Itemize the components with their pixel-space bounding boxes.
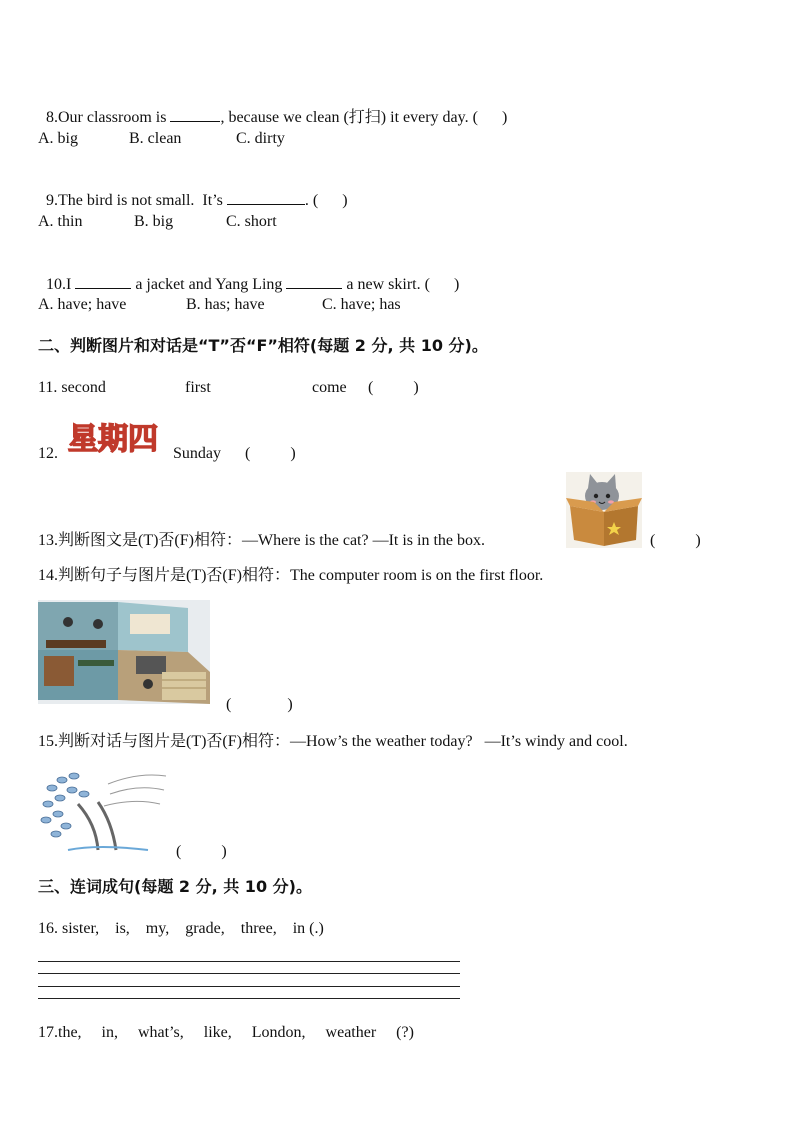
- q14-answer-paren[interactable]: ( ): [226, 696, 293, 713]
- cat-in-box-picture: [566, 472, 642, 548]
- thursday-picture: [60, 418, 166, 458]
- q11-word-3: come: [312, 379, 347, 396]
- q9-stem-start: 9.The bird is not small. It’s: [46, 192, 227, 209]
- question-10-stem: [38, 254, 459, 295]
- q9-stem-end: . ( ): [304, 192, 348, 209]
- q10-stem-start: 10.I: [46, 276, 76, 293]
- section-3-heading: 三、连词成句(每题 2 分, 共 10 分)。: [38, 877, 312, 896]
- question-9-stem: [38, 170, 348, 211]
- q11-answer-paren[interactable]: ( ): [368, 379, 419, 396]
- q9-option-a: A. thin: [38, 213, 83, 230]
- q8-answer-blank[interactable]: [170, 107, 220, 122]
- thursday-picture-text: 星期四: [68, 422, 158, 457]
- q8-option-b: B. clean: [129, 130, 182, 147]
- question-13-text: 13.判断图文是(T)否(F)相符：—Where is the cat? —It is in the box.: [38, 532, 486, 549]
- q11-word-1: 11. second: [38, 379, 106, 396]
- windy-tree-picture: [38, 764, 168, 854]
- question-14-text: 14.判断句子与图片是(T)否(F)相符：The computer room is on the first floor.: [38, 567, 544, 584]
- q10-option-a: A. have; have: [38, 296, 127, 313]
- q13-answer-paren[interactable]: ( ): [650, 532, 701, 549]
- q12-number: 12.: [38, 445, 58, 462]
- question-15-text: 15.判断对话与图片是(T)否(F)相符：—How’s the weather today? —It’s windy and cool.: [38, 733, 628, 750]
- q8-stem-end: , because we clean (打扫) it every day. ( ): [220, 109, 508, 126]
- q10-answer-blank-2[interactable]: [286, 274, 342, 289]
- question-16-text: 16. sister, is, my, grade, three, in (.): [38, 920, 324, 937]
- q8-option-a: A. big: [38, 130, 78, 147]
- q9-answer-blank[interactable]: [227, 190, 305, 205]
- q8-stem-start: 8.Our classroom is: [46, 109, 171, 126]
- q10-answer-blank-1[interactable]: [75, 274, 131, 289]
- q12-word: Sunday: [173, 445, 221, 462]
- section-2-heading: 二、判断图片和对话是“T”否“F”相符(每题 2 分, 共 10 分)。: [38, 336, 488, 355]
- q16-answer-line-4[interactable]: [38, 998, 460, 999]
- q10-option-b: B. has; have: [186, 296, 265, 313]
- q8-option-c: C. dirty: [236, 130, 285, 147]
- q16-answer-line-1[interactable]: [38, 961, 460, 962]
- q15-answer-paren[interactable]: ( ): [176, 843, 227, 860]
- question-8-stem: [38, 87, 507, 128]
- q10-option-c: C. have; has: [322, 296, 401, 313]
- q16-answer-line-3[interactable]: [38, 986, 460, 987]
- q12-answer-paren[interactable]: ( ): [245, 445, 296, 462]
- q11-word-2: first: [185, 379, 211, 396]
- q9-option-c: C. short: [226, 213, 277, 230]
- q16-answer-line-2[interactable]: [38, 973, 460, 974]
- q10-stem-middle: a jacket and Yang Ling: [131, 276, 287, 293]
- q10-stem-end: a new skirt. ( ): [342, 276, 460, 293]
- school-building-picture: [38, 600, 210, 704]
- q9-option-b: B. big: [134, 213, 174, 230]
- question-17-text: 17.the, in, what’s, like, London, weather (?): [38, 1024, 414, 1041]
